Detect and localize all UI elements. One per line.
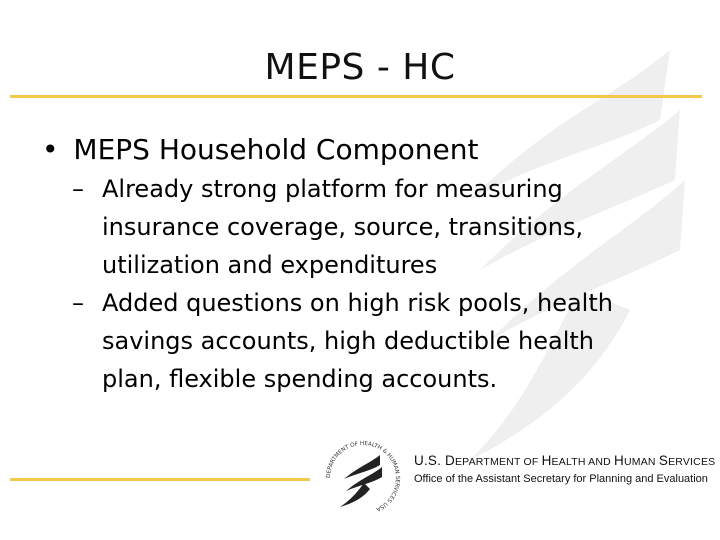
sub-item-line: Added questions on high risk pools, health bbox=[102, 289, 613, 317]
dash-mark: – bbox=[72, 289, 84, 317]
slide-title: MEPS - HC bbox=[264, 47, 456, 88]
sub-item-1 bbox=[72, 170, 702, 284]
bullet-item bbox=[42, 130, 682, 170]
hhs-seal-icon bbox=[318, 433, 408, 523]
sub-item-line: utilization and expenditures bbox=[102, 251, 438, 279]
sub-item-line: savings accounts, high deductible health bbox=[102, 327, 594, 355]
bullet-text: MEPS Household Component bbox=[73, 133, 479, 166]
dash-mark: – bbox=[72, 175, 84, 203]
sub-item-line: Already strong platform for measuring bbox=[102, 175, 563, 203]
sub-item-line: plan, flexible spending accounts. bbox=[102, 365, 498, 393]
sub-item-line: insurance coverage, source, transitions, bbox=[102, 213, 584, 241]
bullet-mark: • bbox=[42, 133, 59, 166]
sub-item-2 bbox=[72, 284, 702, 398]
office-name: Office of the Assistant Secretary for Planning and Evaluation bbox=[414, 473, 708, 485]
footer-divider bbox=[10, 478, 310, 481]
department-name: U.S. DEPARTMENT OF HEALTH AND HUMAN SERVICES bbox=[414, 453, 716, 468]
svg-text:DEPARTMENT OF HEALTH & HUMAN S bbox=[326, 441, 400, 512]
title-divider bbox=[10, 95, 702, 98]
slide-body bbox=[42, 130, 682, 398]
seal-text: DEPARTMENT OF HEALTH & HUMAN SERVICES USA bbox=[325, 440, 401, 512]
